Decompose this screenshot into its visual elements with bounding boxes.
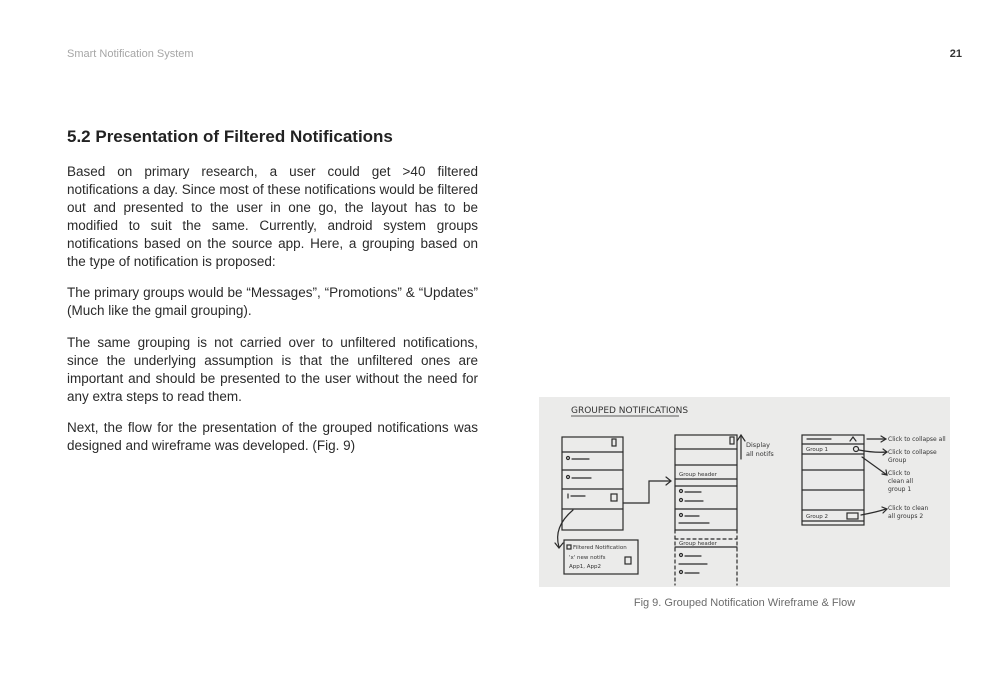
sketch-display-label-1: Display [746,441,770,449]
sketch-annotation-clean-1b: clean all [888,478,914,485]
sketch-annotation-collapse-group-2: Group [888,457,907,464]
sketch-group-header-2: Group header [679,541,717,547]
figure-caption: Fig 9. Grouped Notification Wireframe & Flow [633,597,856,609]
page-number: 21 [949,48,962,60]
sketch-annotation-clean-2b: all groups 2 [888,513,924,520]
running-head: Smart Notification System [67,48,194,60]
sketch-group-2-label: Group 2 [806,514,828,520]
sketch-annotation-collapse-all: Click to collapse all [888,436,946,443]
paragraph-intro: Based on primary research, a user could get >40 filtered notifications a day. Since most of these notifications would be filtered out and presented to the user in one go, the layout has to be modified to suit the same. Currently, android system groups notifications based on the source app. Here, a grouping based on the type of notification is proposed: [67,164,478,269]
sketch-annotation-collapse-group-1: Click to collapse [888,449,937,456]
sketch-annotation-clean-1c: group 1 [888,486,912,493]
sketch-display-label-2: all notifs [746,450,774,458]
sketch-popup-line-2: 'x' new notifs [569,555,606,561]
paragraph-unfiltered: The same grouping is not carried over to unfiltered notifications, since the underlying assumption is that the unfiltered ones are important and should be presented to the user without the need for any extra steps to read them. [67,335,478,404]
paragraph-flow: Next, the flow for the presentation of the grouped notifications was designed and wireframe was developed. (Fig. 9) [67,420,478,453]
section-title: 5.2 Presentation of Filtered Notifications [67,127,393,146]
sketch-group-1-label: Group 1 [806,447,828,453]
sketch-annotation-clean-1a: Click to [888,470,911,477]
sketch-popup-line-1: Filtered Notification [573,545,627,551]
wireframe-sketch-figure [539,397,950,587]
sketch-title: GROUPED NOTIFICATIONS [571,406,689,416]
sketch-annotation-clean-2a: Click to clean [888,505,929,512]
sketch-phone-1 [562,437,623,530]
wireframe-sketch [539,397,950,587]
sketch-group-header: Group header [679,472,717,478]
paragraph-groups: The primary groups would be “Messages”, “Promotions” & “Updates” (Much like the gmail grouping). [67,285,478,318]
sketch-popup-line-3: App1, App2 [569,564,601,570]
